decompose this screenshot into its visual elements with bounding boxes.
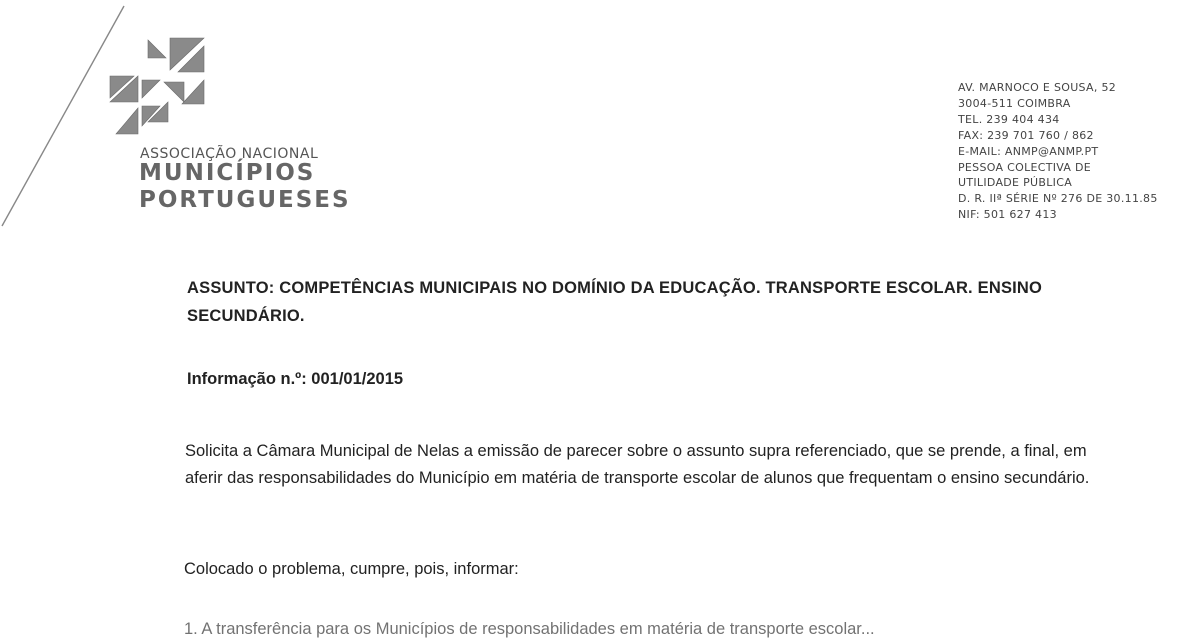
address-line: D. R. IIª SÉRIE Nº 276 DE 30.11.85 bbox=[958, 192, 1158, 206]
address-line: AV. MARNOCO E SOUSA, 52 bbox=[958, 81, 1117, 94]
address-line: NIF: 501 627 413 bbox=[958, 208, 1057, 222]
address-line: TEL. 239 404 434 bbox=[958, 112, 1060, 126]
body-paragraph-2: Colocado o problema, cumpre, pois, informar: bbox=[184, 560, 519, 578]
document-subject: ASSUNTO: COMPETÊNCIAS MUNICIPAIS NO DOMÍNIO DA EDUCAÇÃO. TRANSPORTE ESCOLAR. ENSINO SECUNDÁRIO. bbox=[187, 279, 1043, 325]
body-paragraph-1: Solicita a Câmara Municipal de Nelas a emissão de parecer sobre o assunto supra referenciado, que se prende, a final, em aferir das responsabilidades do Município em matéria de transporte escolar de alunos que frequentam o ensino secundário. bbox=[185, 442, 1090, 487]
address-line: UTILIDADE PÚBLICA bbox=[958, 176, 1073, 190]
address-block bbox=[958, 80, 1158, 223]
org-name-line1: ASSOCIAÇÃO NACIONAL bbox=[140, 146, 319, 162]
address-line: E-MAIL: ANMP@ANMP.PT bbox=[958, 144, 1099, 158]
body-paragraph-3-partial: 1. A transferência para os Municípios de responsabilidades em matéria de transporte escolar... bbox=[184, 620, 875, 638]
org-name-line2: MUNICÍPIOS bbox=[139, 160, 316, 186]
org-name-line3: PORTUGUESES bbox=[139, 187, 351, 213]
anmp-logo-icon bbox=[108, 36, 212, 140]
address-line: PESSOA COLECTIVA DE bbox=[958, 160, 1092, 174]
info-number: Informação n.º: 001/01/2015 bbox=[187, 370, 404, 388]
address-line: 3004-511 COIMBRA bbox=[958, 96, 1071, 110]
address-line: FAX: 239 701 760 / 862 bbox=[958, 128, 1094, 142]
